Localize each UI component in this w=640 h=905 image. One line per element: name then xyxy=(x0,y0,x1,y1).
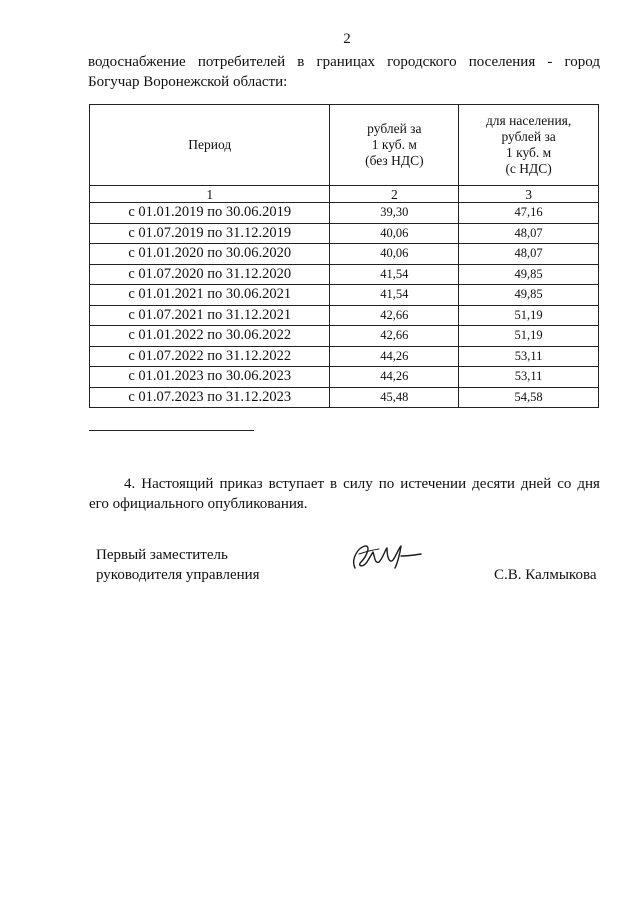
table-row xyxy=(90,285,599,306)
clause-word: силу xyxy=(343,476,373,492)
cell-period: с 01.01.2020 по 30.06.2020 xyxy=(90,244,330,265)
intro-word: город xyxy=(564,54,600,70)
intro-word: водоснабжение xyxy=(88,54,186,70)
cell-price-population: 53,11 xyxy=(459,346,599,367)
page-number: 2 xyxy=(343,31,351,47)
clause-word: десяти xyxy=(472,476,515,492)
signatory-title: Первый заместитель руководителя управления xyxy=(96,547,260,583)
signatory-name: С.В. Калмыкова xyxy=(494,567,597,583)
cell-price-population: 49,85 xyxy=(459,264,599,285)
cell-period: с 01.07.2019 по 31.12.2019 xyxy=(90,223,330,244)
cell-period: с 01.07.2021 по 31.12.2021 xyxy=(90,305,330,326)
intro-word: потребителей xyxy=(197,54,286,70)
clause-word: дня xyxy=(577,476,600,492)
cell-period: с 01.01.2019 по 30.06.2019 xyxy=(90,203,330,224)
clause-4-paragraph xyxy=(89,474,600,514)
cell-period: с 01.01.2021 по 30.06.2021 xyxy=(90,285,330,306)
cell-price-no-vat: 40,06 xyxy=(330,223,459,244)
header-price-population: для населения, рублей за 1 куб. м (с НДС) xyxy=(459,105,599,186)
cell-price-no-vat: 41,54 xyxy=(330,264,459,285)
cell-price-no-vat: 41,54 xyxy=(330,285,459,306)
intro-word: - xyxy=(547,54,553,70)
table-row xyxy=(90,244,599,265)
cell-price-no-vat: 39,30 xyxy=(330,203,459,224)
table-row xyxy=(90,305,599,326)
handwritten-signature xyxy=(345,538,423,580)
column-number: 2 xyxy=(330,186,459,203)
column-number: 1 xyxy=(90,186,330,203)
clause-word: истечении xyxy=(400,476,467,492)
table-row xyxy=(90,223,599,244)
cell-price-population: 48,07 xyxy=(459,223,599,244)
cell-period: с 01.01.2022 по 30.06.2022 xyxy=(90,326,330,347)
tariff-table xyxy=(89,104,599,408)
table-row xyxy=(90,203,599,224)
cell-price-population: 54,58 xyxy=(459,387,599,408)
cell-price-no-vat: 44,26 xyxy=(330,346,459,367)
cell-price-no-vat: 42,66 xyxy=(330,305,459,326)
cell-price-no-vat: 42,66 xyxy=(330,326,459,347)
clause-line-1 xyxy=(89,474,600,494)
clause-word: вступает xyxy=(268,476,325,492)
footnote-separator xyxy=(89,430,254,431)
cell-price-no-vat: 45,48 xyxy=(330,387,459,408)
cell-price-population: 49,85 xyxy=(459,285,599,306)
cell-price-no-vat: 44,26 xyxy=(330,367,459,388)
intro-line-2: Богучар Воронежской области: xyxy=(88,74,288,90)
intro-word: границах xyxy=(316,54,376,70)
clause-word: 4. xyxy=(124,476,136,492)
table-row xyxy=(90,387,599,408)
table-header-row xyxy=(90,105,599,186)
clause-word: со xyxy=(557,476,572,492)
intro-line-1 xyxy=(88,52,600,72)
cell-price-population: 51,19 xyxy=(459,305,599,326)
header-price-no-vat: рублей за 1 куб. м (без НДС) xyxy=(330,105,459,186)
cell-period: с 01.01.2023 по 30.06.2023 xyxy=(90,367,330,388)
intro-paragraph xyxy=(88,52,600,92)
header-period: Период xyxy=(90,105,330,186)
tariff-table-body xyxy=(90,203,599,408)
table-row xyxy=(90,326,599,347)
clause-line-2: его официального опубликования. xyxy=(89,496,308,512)
table-row xyxy=(90,264,599,285)
cell-period: с 01.07.2022 по 31.12.2022 xyxy=(90,346,330,367)
intro-word: городского xyxy=(387,54,457,70)
intro-word: в xyxy=(297,54,305,70)
clause-word: Настоящий xyxy=(141,476,214,492)
clause-word: по xyxy=(378,476,395,492)
column-number-row xyxy=(90,186,599,203)
cell-price-no-vat: 40,06 xyxy=(330,244,459,265)
clause-word: в xyxy=(330,476,338,492)
table-row xyxy=(90,346,599,367)
cell-price-population: 51,19 xyxy=(459,326,599,347)
cell-price-population: 47,16 xyxy=(459,203,599,224)
cell-price-population: 53,11 xyxy=(459,367,599,388)
cell-period: с 01.07.2023 по 31.12.2023 xyxy=(90,387,330,408)
intro-word: поселения xyxy=(468,54,536,70)
table-row xyxy=(90,367,599,388)
clause-word: дней xyxy=(520,476,552,492)
cell-price-population: 48,07 xyxy=(459,244,599,265)
cell-period: с 01.07.2020 по 31.12.2020 xyxy=(90,264,330,285)
clause-word: приказ xyxy=(219,476,263,492)
column-number: 3 xyxy=(459,186,599,203)
